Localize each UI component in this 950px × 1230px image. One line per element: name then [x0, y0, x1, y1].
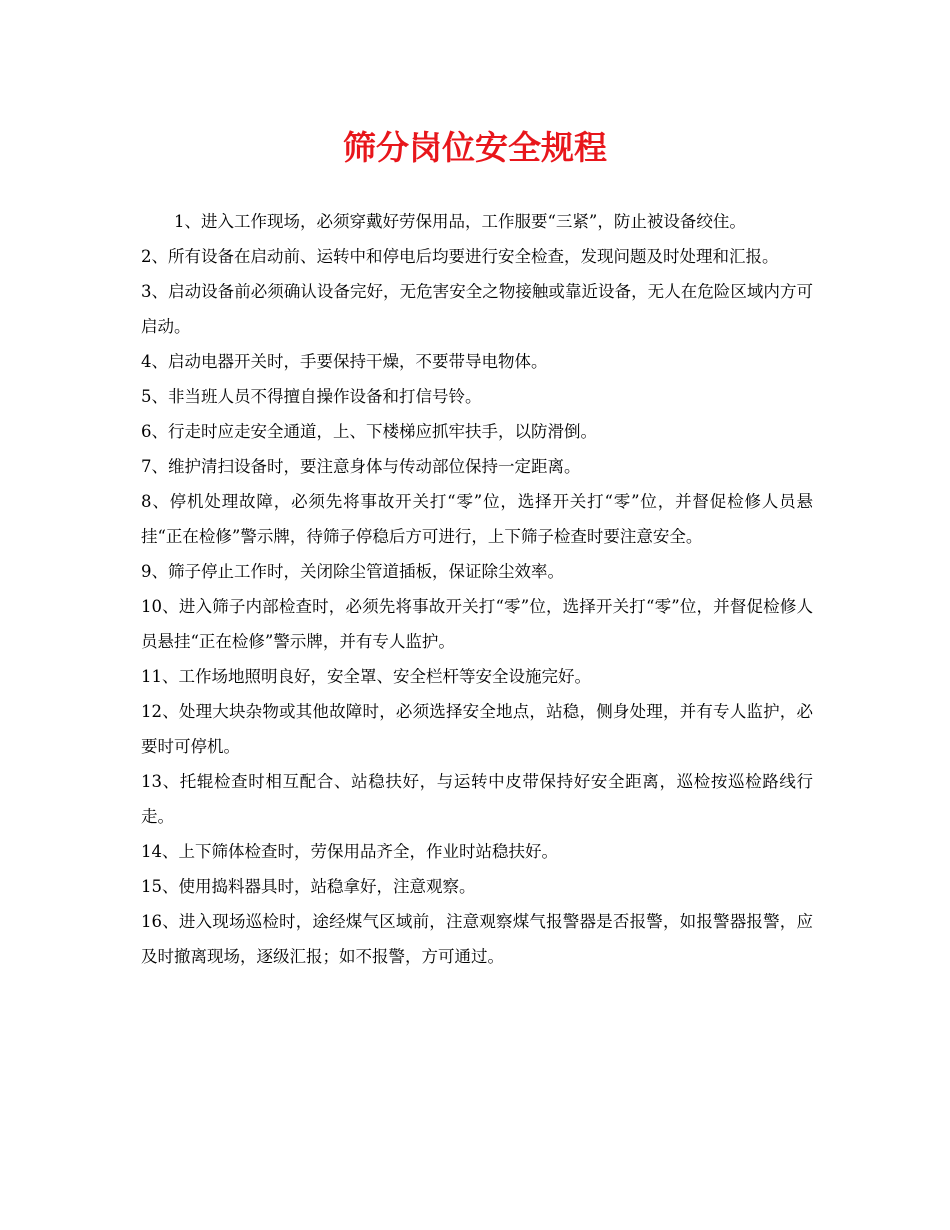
- rule-item: 5、非当班人员不得擅自操作设备和打信号铃。: [141, 387, 482, 406]
- rule-item: 2、所有设备在启动前、运转中和停电后均要进行安全检查，发现问题及时处理和汇报。: [141, 247, 779, 266]
- document-title: 筛分岗位安全规程: [343, 128, 607, 167]
- rule-item: 4、启动电器开关时，手要保持干燥，不要带导电物体。: [141, 352, 548, 371]
- rule-item: 13、托辊检查时相互配合、站稳扶好，与运转中皮带保持好安全距离，巡检按巡检路线行走。: [141, 772, 813, 826]
- rule-item: 3、启动设备前必须确认设备完好，无危害安全之物接触或靠近设备，无人在危险区域内方可启动。: [141, 282, 813, 336]
- rule-item: 1、进入工作现场，必须穿戴好劳保用品，工作服要“三紧”，防止被设备绞住。: [174, 212, 746, 231]
- rule-item: 11、工作场地照明良好，安全罩、安全栏杆等安全设施完好。: [141, 667, 591, 686]
- rule-item: 8、停机处理故障，必须先将事故开关打“零”位，选择开关打“零”位，并督促检修人员悬挂“正在检修”警示牌，待筛子停稳后方可进行，上下筛子检查时要注意安全。: [141, 492, 813, 546]
- rule-item: 12、处理大块杂物或其他故障时，必须选择安全地点，站稳，侧身处理，并有专人监护，必要时可停机。: [141, 702, 813, 756]
- rule-item: 14、上下筛体检查时，劳保用品齐全，作业时站稳扶好。: [141, 842, 558, 861]
- rule-item: 9、筛子停止工作时，关闭除尘管道插板，保证除尘效率。: [141, 562, 564, 581]
- rule-item: 16、进入现场巡检时，途经煤气区域前，注意观察煤气报警器是否报警，如报警器报警，应及时撤离现场，逐级汇报；如不报警，方可通过。: [141, 912, 813, 966]
- rule-item: 10、进入筛子内部检查时，必须先将事故开关打“零”位，选择开关打“零”位，并督促检修人员悬挂“正在检修”警示牌，并有专人监护。: [141, 597, 813, 651]
- rules-list: [141, 204, 813, 974]
- rule-item: 7、维护清扫设备时，要注意身体与传动部位保持一定距离。: [141, 457, 581, 476]
- rule-item: 6、行走时应走安全通道，上、下楼梯应抓牢扶手，以防滑倒。: [141, 422, 597, 441]
- rule-item: 15、使用捣料器具时，站稳拿好，注意观察。: [141, 877, 476, 896]
